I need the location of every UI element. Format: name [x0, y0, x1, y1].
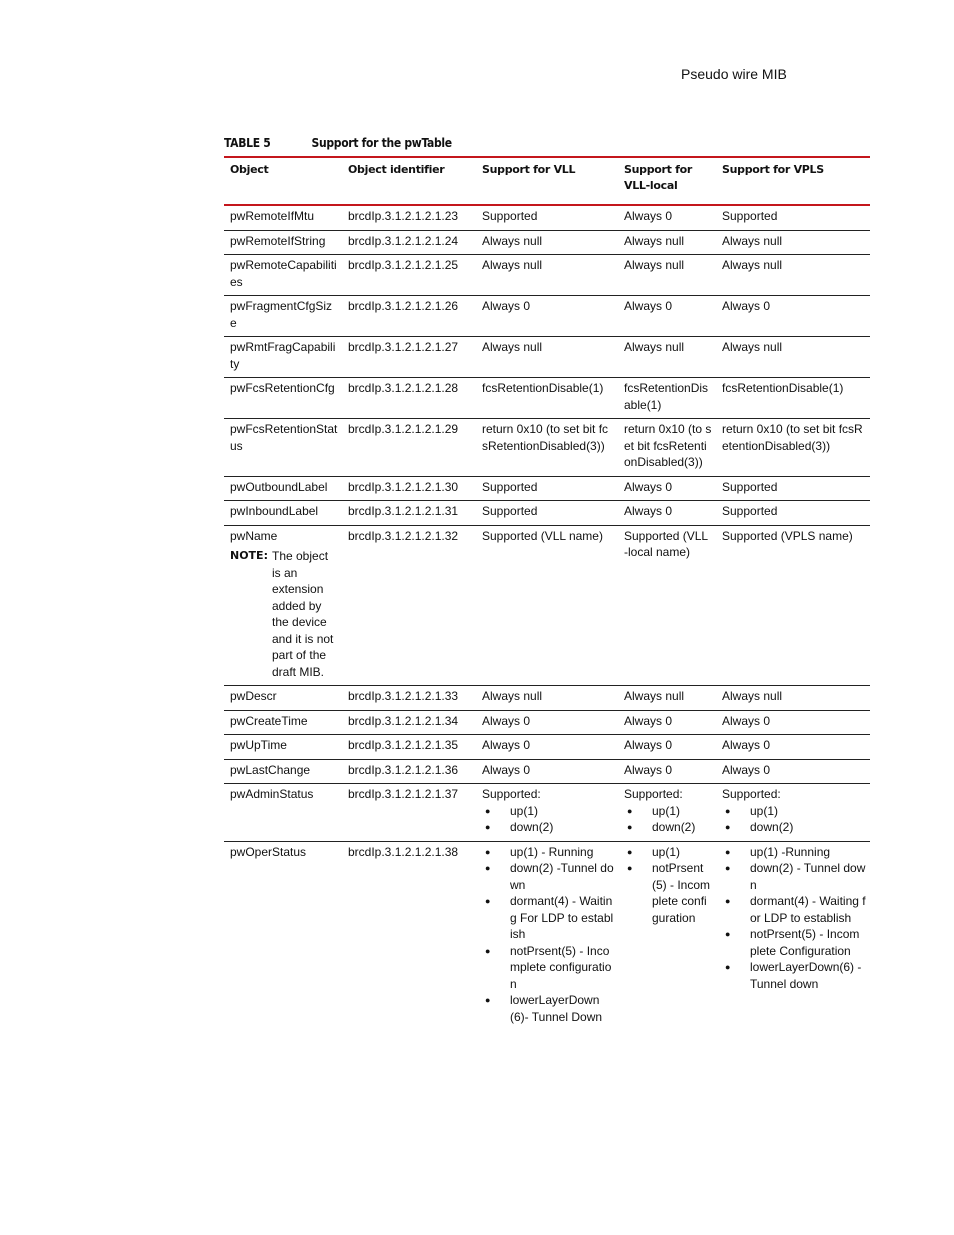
cell-object	[224, 255, 342, 296]
cell-support-vpls: Supported	[722, 504, 778, 518]
note	[230, 548, 338, 680]
cell-object-identifier: brcdIp.3.1.2.1.2.1.24	[348, 233, 459, 248]
cell-object-identifier: brcdIp.3.1.2.1.2.1.37	[348, 787, 459, 801]
page-header: Pseudo wire MIB	[681, 66, 787, 82]
object-name: pwOperStatus	[230, 844, 307, 859]
cell-support-vll-local: Always 0	[624, 738, 673, 752]
cell-object	[224, 525, 342, 686]
table-caption	[224, 136, 452, 150]
cell-object-identifier: brcdIp.3.1.2.1.2.1.38	[348, 844, 459, 859]
list-item: ● down(2) - Tunnel down	[722, 860, 866, 893]
list-item: ● down(2) -Tunnel down	[482, 860, 614, 893]
object-name: pwAdminStatus	[230, 787, 314, 801]
header-support-vll-local: Support for VLL-local	[624, 163, 693, 192]
list-item: ● up(1) - Running	[482, 844, 614, 861]
table-row	[224, 759, 870, 784]
cell-object-identifier: brcdIp.3.1.2.1.2.1.33	[348, 689, 459, 703]
list-item: ● notPrsent(5) - Incomplete configuration	[624, 860, 712, 926]
cell-support-vll-local: Always 0	[624, 479, 673, 494]
list-item: ● up(1) -Running	[722, 844, 866, 861]
cell-object-identifier: brcdIp.3.1.2.1.2.1.35	[348, 738, 459, 752]
list-item: ● lowerLayerDown(6)- Tunnel Down	[482, 992, 614, 1025]
table-row	[224, 686, 870, 711]
table-row	[224, 296, 870, 337]
cell-support-vll	[476, 784, 618, 842]
cell-support-vll-local: Always null	[624, 233, 685, 248]
cell-support-vll: Supported	[482, 209, 538, 223]
vpls-list	[722, 803, 866, 836]
object-name: pwRemoteIfString	[230, 233, 326, 248]
cell-support-vpls: Always 0	[722, 762, 771, 777]
object-name: pwRmtFragCapability	[230, 340, 336, 371]
cell-support-vll-local	[618, 784, 716, 842]
table-row	[224, 337, 870, 378]
cell-support-vll-local: Always null	[624, 258, 685, 272]
cell-support-vpls: Always 0	[722, 299, 771, 313]
cell-object-identifier: brcdIp.3.1.2.1.2.1.25	[348, 258, 459, 272]
cell-support-vpls: Always null	[722, 258, 783, 272]
list-item: ● up(1)	[482, 803, 614, 820]
cell-support-vll	[476, 841, 618, 1030]
cell-support-vll-local: Always null	[624, 340, 685, 354]
object-name: pwRemoteIfMtu	[230, 209, 315, 223]
table-row	[224, 525, 870, 686]
cell-support-vpls: Always 0	[722, 713, 771, 728]
list-item: ● notPrsent(5) - Incomplete Configuration	[722, 926, 866, 959]
table-row	[224, 735, 870, 760]
cell-object	[224, 841, 342, 1030]
header-support-vll: Support for VLL	[482, 163, 576, 176]
cell-object	[224, 378, 342, 419]
cell-object-identifier: brcdIp.3.1.2.1.2.1.27	[348, 340, 459, 354]
object-name: pwDescr	[230, 689, 277, 703]
vll-local-list	[624, 803, 712, 836]
vll-local-list	[624, 844, 712, 927]
table-title: Support for the pwTable	[311, 136, 452, 150]
table-row	[224, 476, 870, 501]
cell-support-vpls: Always null	[722, 340, 783, 354]
note-label: NOTE:	[230, 549, 268, 562]
object-name: pwName	[230, 528, 278, 543]
cell-support-vpls: Always 0	[722, 738, 771, 752]
object-name: pwFragmentCfgSize	[230, 299, 333, 330]
cell-support-vll-local: fcsRetentionDisable(1)	[624, 381, 709, 412]
table-row	[224, 841, 870, 1030]
cell-support-vll-local	[618, 841, 716, 1030]
cell-object-identifier: brcdIp.3.1.2.1.2.1.28	[348, 381, 459, 395]
cell-support-vll-local: Always 0	[624, 713, 673, 728]
cell-support-vll-local: return 0x10 (to set bit fcsRetentionDisabled(3))	[624, 422, 712, 469]
object-name: pwInboundLabel	[230, 504, 319, 518]
cell-support-vpls	[716, 784, 870, 842]
cell-support-vll: Always null	[482, 340, 543, 354]
table-number: TABLE 5	[224, 136, 271, 150]
pwtable-support-table	[224, 156, 870, 1030]
list-item: ● down(2)	[624, 819, 712, 836]
cell-object	[224, 735, 342, 760]
cell-support-vll: Always 0	[482, 762, 531, 777]
cell-support-vpls	[716, 841, 870, 1030]
cell-object	[224, 337, 342, 378]
cell-object	[224, 476, 342, 501]
table-row	[224, 784, 870, 842]
list-item: ● down(2)	[722, 819, 866, 836]
cell-object	[224, 419, 342, 477]
list-item: ● up(1)	[624, 803, 712, 820]
cell-support-vll: Always 0	[482, 713, 531, 728]
cell-support-vll: Always 0	[482, 738, 531, 752]
header-object: Object	[230, 163, 269, 176]
cell-object	[224, 501, 342, 526]
cell-support-vll: Supported	[482, 479, 538, 494]
cell-support-vll: Always 0	[482, 299, 531, 313]
cell-support-vll: Supported	[482, 504, 538, 518]
header-support-vpls: Support for VPLS	[722, 163, 824, 176]
table-row	[224, 378, 870, 419]
cell-support-vpls: Always null	[722, 233, 783, 248]
cell-support-vll: Always null	[482, 233, 543, 248]
table-row	[224, 205, 870, 230]
object-name: pwUpTime	[230, 738, 287, 752]
cell-support-vll-local: Always 0	[624, 299, 673, 313]
table-row	[224, 255, 870, 296]
cell-support-vll: Supported (VLL name)	[482, 528, 603, 543]
vll-list	[482, 803, 614, 836]
cell-support-vpls: Always null	[722, 689, 783, 703]
cell-object	[224, 784, 342, 842]
cell-object-identifier: brcdIp.3.1.2.1.2.1.30	[348, 479, 459, 494]
table-header-row	[224, 157, 870, 205]
cell-support-vpls: Supported (VPLS name)	[722, 528, 853, 543]
table-row	[224, 419, 870, 477]
cell-object	[224, 759, 342, 784]
cell-object-identifier: brcdIp.3.1.2.1.2.1.36	[348, 762, 459, 777]
vll-intro: Supported:	[482, 787, 541, 801]
list-item: ● notPrsent(5) - Incomplete configuration	[482, 943, 614, 993]
cell-support-vll: Always null	[482, 258, 543, 272]
cell-object	[224, 205, 342, 230]
vpls-intro: Supported:	[722, 787, 781, 801]
table-row	[224, 230, 870, 255]
cell-object	[224, 296, 342, 337]
cell-support-vpls: return 0x10 (to set bit fcsRetentionDisabled(3))	[722, 422, 863, 453]
table-row	[224, 501, 870, 526]
note-text: The object is an extension added by the device and it is not part of the draft MIB.	[272, 549, 334, 679]
cell-support-vpls: fcsRetentionDisable(1)	[722, 381, 844, 395]
vll-local-intro: Supported:	[624, 787, 683, 801]
cell-support-vll-local: Always 0	[624, 209, 673, 223]
object-name: pwFcsRetentionStatus	[230, 422, 338, 453]
cell-support-vll: return 0x10 (to set bit fcsRetentionDisabled(3))	[482, 422, 609, 453]
cell-object-identifier: brcdIp.3.1.2.1.2.1.26	[348, 299, 459, 313]
cell-support-vll-local: Supported (VLL-local name)	[624, 528, 709, 559]
table-body	[224, 205, 870, 1030]
list-item: ● down(2)	[482, 819, 614, 836]
cell-object-identifier: brcdIp.3.1.2.1.2.1.34	[348, 713, 459, 728]
vll-list	[482, 844, 614, 1026]
list-item: ● up(1)	[722, 803, 866, 820]
cell-object-identifier: brcdIp.3.1.2.1.2.1.23	[348, 209, 459, 223]
object-name: pwOutboundLabel	[230, 479, 328, 494]
cell-support-vll: fcsRetentionDisable(1)	[482, 381, 604, 395]
object-name: pwRemoteCapabilities	[230, 258, 337, 289]
list-item: ● dormant(4) - Waiting for LDP to establish	[722, 893, 866, 926]
cell-object-identifier: brcdIp.3.1.2.1.2.1.29	[348, 422, 459, 436]
cell-object	[224, 686, 342, 711]
cell-support-vll-local: Always 0	[624, 504, 673, 518]
cell-support-vll-local: Always 0	[624, 762, 673, 777]
cell-support-vll-local: Always null	[624, 689, 685, 703]
object-name: pwCreateTime	[230, 713, 308, 728]
vpls-list	[722, 844, 866, 993]
cell-object-identifier: brcdIp.3.1.2.1.2.1.31	[348, 504, 459, 518]
list-item: ● up(1)	[624, 844, 712, 861]
list-item: ● dormant(4) - Waiting For LDP to establish	[482, 893, 614, 943]
cell-support-vpls: Supported	[722, 479, 778, 494]
object-name: pwFcsRetentionCfg	[230, 381, 335, 395]
list-item: ● lowerLayerDown(6) - Tunnel down	[722, 959, 866, 992]
cell-object	[224, 230, 342, 255]
cell-object-identifier: brcdIp.3.1.2.1.2.1.32	[348, 528, 459, 543]
table-row	[224, 710, 870, 735]
cell-object	[224, 710, 342, 735]
cell-support-vpls: Supported	[722, 209, 778, 223]
cell-support-vll: Always null	[482, 689, 543, 703]
object-name: pwLastChange	[230, 762, 311, 777]
header-object-identifier: Object identifier	[348, 163, 445, 176]
